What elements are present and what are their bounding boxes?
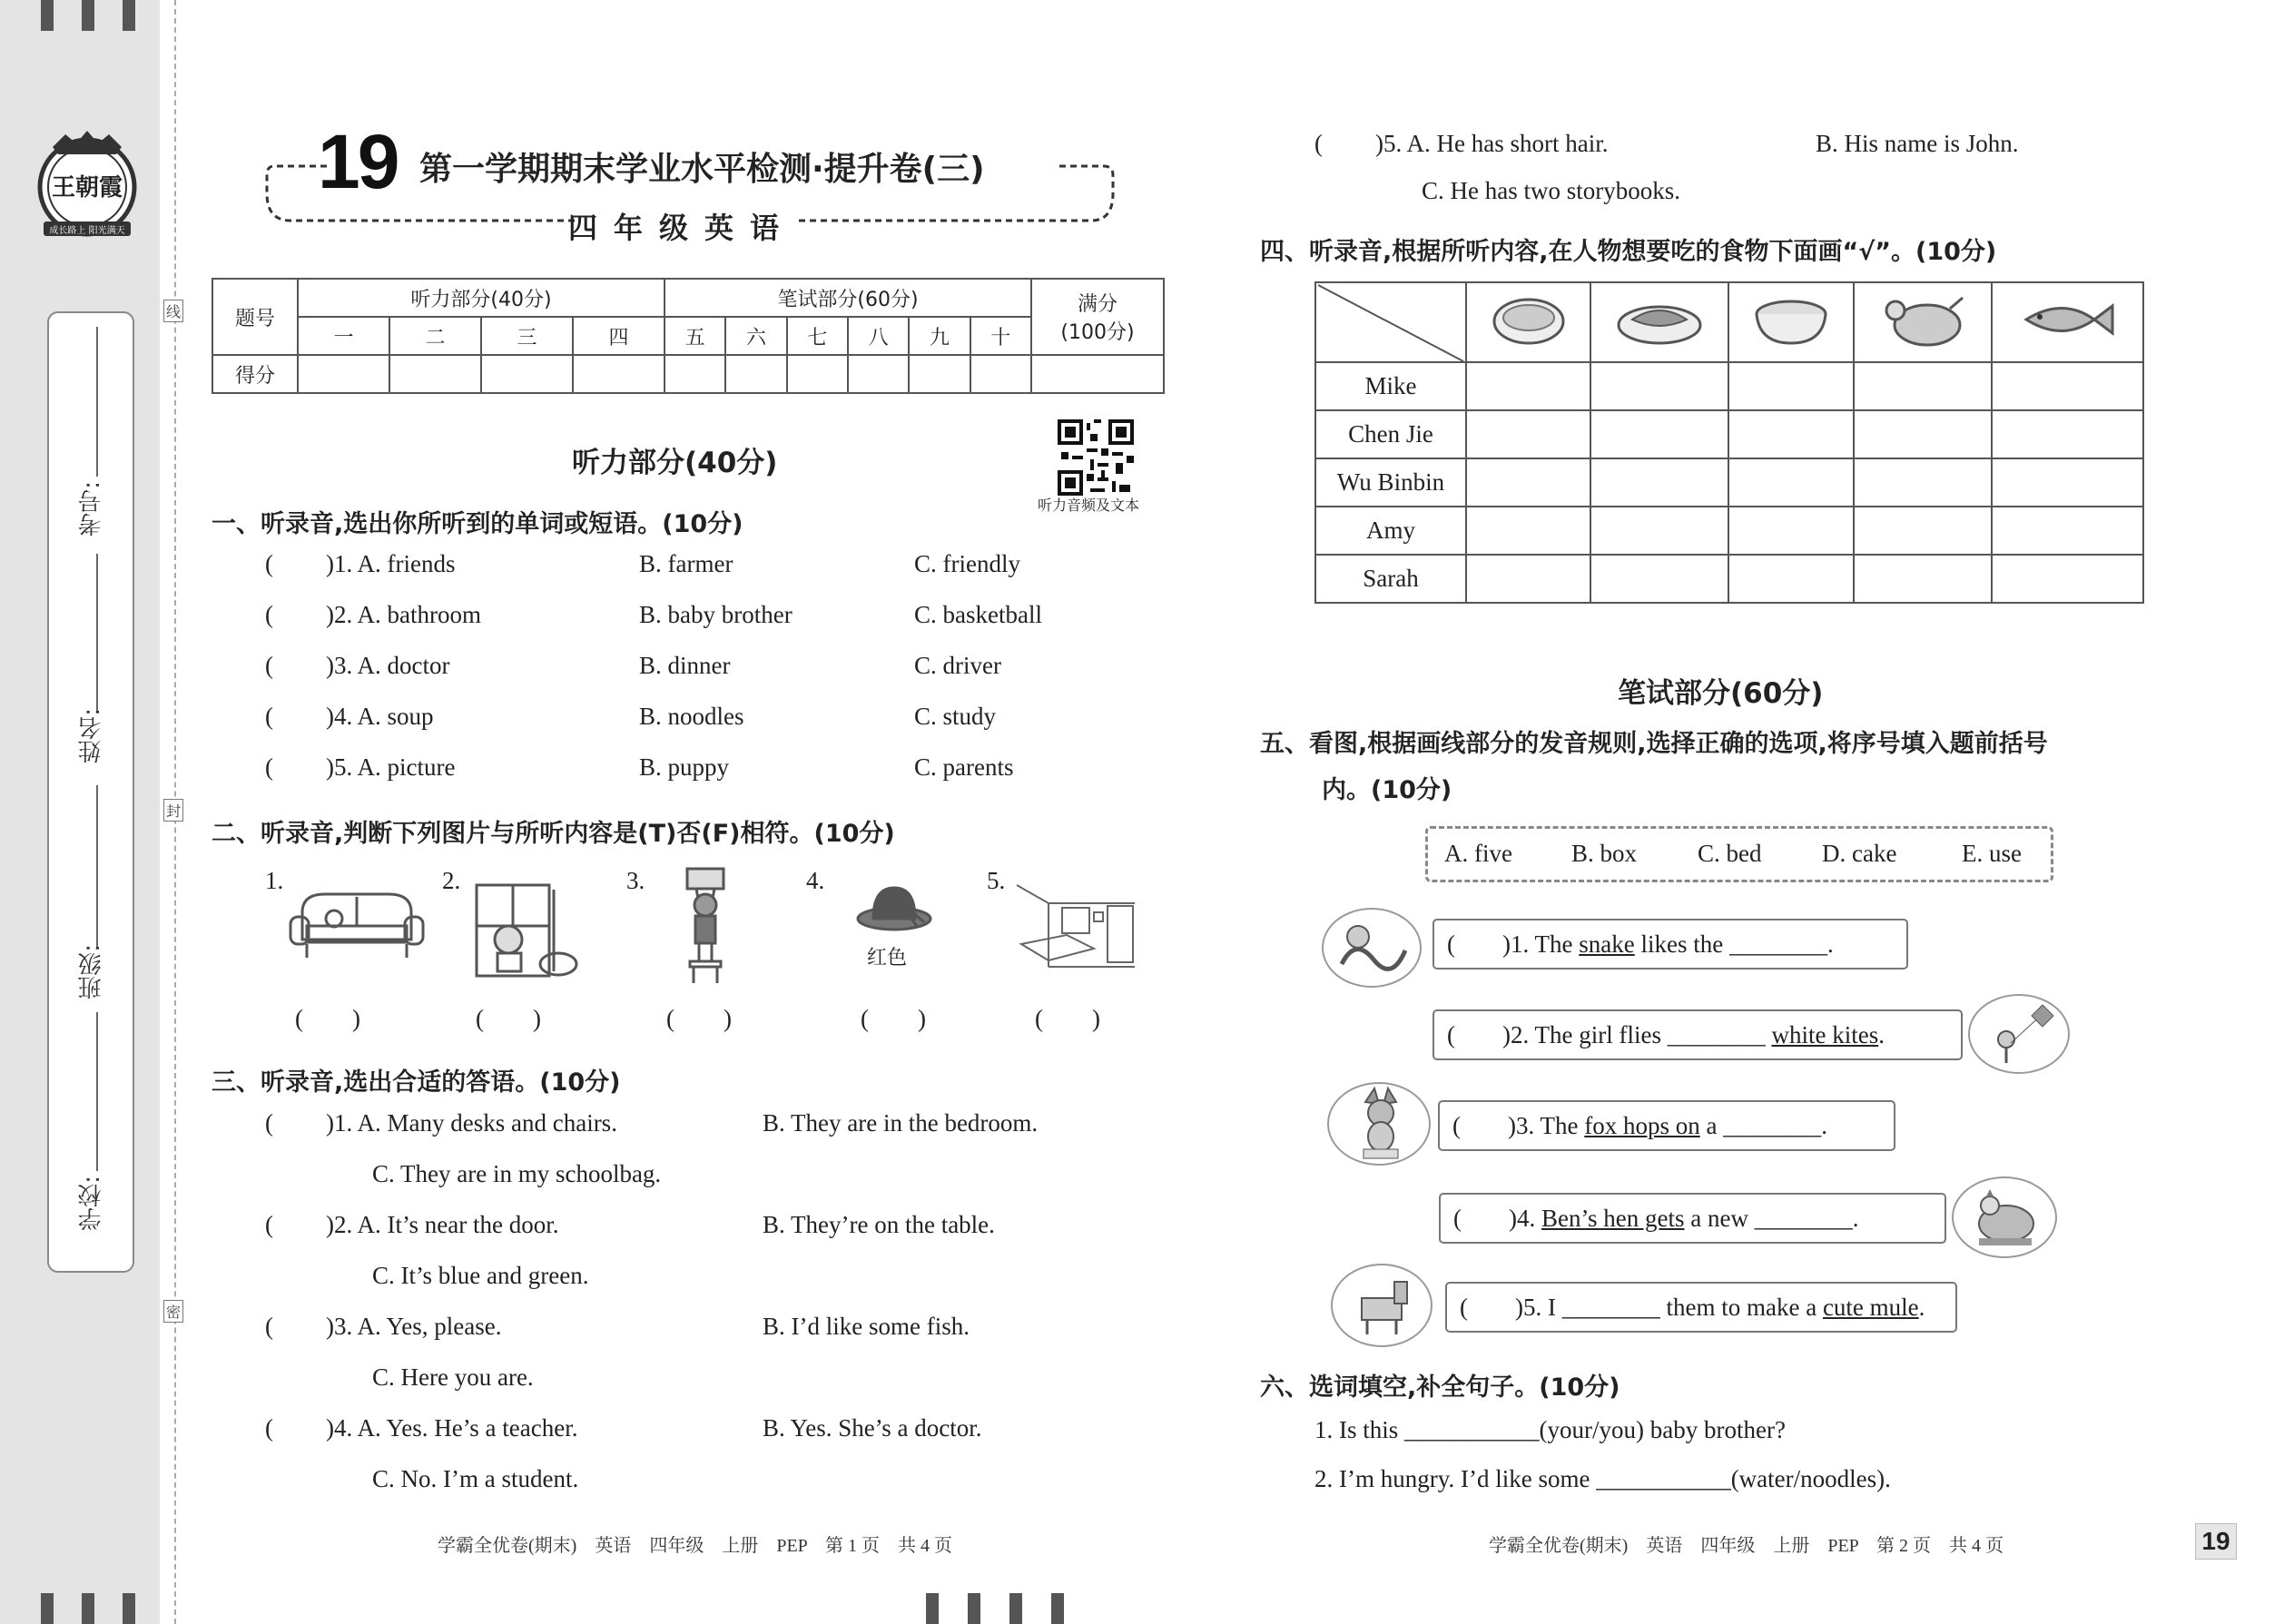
footer-left: 学霸全优卷(期末) 英语 四年级 上册 PEP 第 1 页 共 4 页 bbox=[438, 1536, 953, 1556]
writing-header: 笔试部分(60分) bbox=[665, 279, 1031, 317]
option-b: B. noodles bbox=[639, 703, 744, 730]
person-name: Mike bbox=[1315, 362, 1466, 410]
picture-number: 4. bbox=[806, 867, 825, 894]
registration-bar bbox=[123, 0, 135, 31]
qr-caption: 听力音频及文本 bbox=[1038, 497, 1140, 514]
option: B. box bbox=[1571, 840, 1638, 867]
underlined-word: fox hops on bbox=[1584, 1112, 1700, 1139]
tf-blank[interactable]: ( ) bbox=[1035, 1005, 1100, 1032]
tick-cell[interactable] bbox=[1854, 507, 1992, 555]
page-subtitle: 四年级英语 bbox=[568, 211, 796, 245]
sentence-box: ( )1. The snake likes the ________. bbox=[1433, 919, 1908, 969]
score-cell[interactable] bbox=[848, 355, 909, 393]
col-header: 五 bbox=[665, 317, 725, 355]
listening-heading: 听力部分(40分) bbox=[572, 447, 778, 479]
sentence-box: ( )3. The fox hops on a ________. bbox=[1438, 1100, 1895, 1151]
tick-cell[interactable] bbox=[1728, 507, 1853, 555]
option-b: B. farmer bbox=[639, 550, 733, 577]
list-item: ( )1. A. Many desks and chairs. bbox=[265, 1109, 617, 1137]
list-item: ( )2. A. It’s near the door. bbox=[265, 1211, 559, 1238]
list-item: ( )1. A. friends bbox=[265, 550, 456, 577]
section-1-title: 一、听录音,选出你所听到的单词或短语。(10分) bbox=[212, 510, 743, 538]
picture-number: 2. bbox=[442, 867, 461, 894]
tick-cell[interactable] bbox=[1992, 555, 2143, 603]
section-5-title: 五、看图,根据画线部分的发音规则,选择正确的选项,将序号填入题前括号 bbox=[1260, 730, 2048, 758]
option-c: C. study bbox=[914, 703, 997, 730]
full-score: 满分 (100分) bbox=[1031, 279, 1164, 355]
sentence-box: ( )5. I ________ them to make a cute mule. bbox=[1445, 1282, 1957, 1333]
option-c: C. He has two storybooks. bbox=[1422, 177, 1680, 204]
list-item: ( )5. A. He has short hair. bbox=[1314, 130, 1609, 157]
logo-slogan: 成长路上 阳光满天 bbox=[49, 226, 125, 236]
col-header: 九 bbox=[909, 317, 970, 355]
option-b: B. They are in the bedroom. bbox=[763, 1109, 1039, 1137]
options-box bbox=[1425, 826, 2053, 882]
section-6-title: 六、选词填空,补全句子。(10分) bbox=[1260, 1373, 1620, 1402]
registration-bar bbox=[968, 1593, 980, 1624]
section-4-title: 四、听录音,根据所听内容,在人物想要吃的食物下面画“√”。(10分) bbox=[1260, 238, 1997, 266]
option-b: B. His name is John. bbox=[1816, 130, 2019, 157]
diagonal-corner-cell bbox=[1315, 282, 1466, 362]
footer-right: 学霸全优卷(期末) 英语 四年级 上册 PEP 第 2 页 共 4 页 bbox=[1489, 1536, 2004, 1556]
option-c: C. basketball bbox=[914, 601, 1042, 628]
tick-cell[interactable] bbox=[1590, 507, 1728, 555]
tf-blank[interactable]: ( ) bbox=[666, 1005, 732, 1032]
score-table-row-label: 题号 bbox=[212, 279, 298, 355]
option-c: C. friendly bbox=[914, 550, 1020, 577]
tf-blank[interactable]: ( ) bbox=[861, 1005, 926, 1032]
sentence-box: ( )2. The girl flies ________ white kites. bbox=[1433, 1009, 1963, 1060]
tick-cell[interactable] bbox=[1590, 458, 1728, 507]
listening-header: 听力部分(40分) bbox=[298, 279, 665, 317]
fill-blank[interactable]: ________ bbox=[1728, 930, 1827, 958]
soup-bowl-icon bbox=[1728, 282, 1853, 362]
fill-blank[interactable]: ________ bbox=[1723, 1112, 1822, 1139]
col-header: 七 bbox=[787, 317, 848, 355]
tick-cell[interactable] bbox=[1728, 362, 1853, 410]
option: A. five bbox=[1444, 840, 1512, 867]
cut-mark: 封 bbox=[163, 799, 183, 822]
girl-kite-picture bbox=[1968, 994, 2070, 1074]
score-cell[interactable] bbox=[970, 355, 1031, 393]
option-c: C. No. I’m a student. bbox=[372, 1465, 579, 1492]
list-item: 1. Is this ___________(your/you) baby brother? bbox=[1314, 1416, 1786, 1443]
registration-bar bbox=[41, 1593, 54, 1624]
score-cell[interactable] bbox=[787, 355, 848, 393]
hen-picture bbox=[1952, 1176, 2057, 1258]
exam-no-label: 考号: bbox=[78, 481, 105, 536]
tick-cell[interactable] bbox=[1466, 507, 1590, 555]
col-header: 八 bbox=[848, 317, 909, 355]
tick-cell[interactable] bbox=[1590, 410, 1728, 458]
option: E. use bbox=[1962, 840, 2022, 867]
picture-number: 3. bbox=[626, 867, 645, 894]
underlined-word: cute mule bbox=[1822, 1294, 1919, 1321]
score-cell[interactable] bbox=[298, 355, 389, 393]
option: C. bed bbox=[1698, 840, 1762, 867]
chicken-icon bbox=[1854, 282, 1992, 362]
registration-bar bbox=[123, 1593, 135, 1624]
option: D. cake bbox=[1822, 840, 1897, 867]
list-item: ( )3. A. doctor bbox=[265, 652, 450, 679]
fill-blank[interactable]: ___________ bbox=[1404, 1416, 1540, 1443]
tick-cell[interactable] bbox=[1466, 362, 1590, 410]
fill-blank[interactable]: ________ bbox=[1561, 1294, 1660, 1321]
tick-cell[interactable] bbox=[1854, 410, 1992, 458]
option-b: B. baby brother bbox=[639, 601, 793, 628]
tick-cell[interactable] bbox=[1992, 410, 2143, 458]
sentence-box: ( )4. Ben’s hen gets a new ________. bbox=[1439, 1193, 1946, 1244]
tick-cell[interactable] bbox=[1590, 362, 1728, 410]
registration-bar bbox=[926, 1593, 939, 1624]
section-5-title-cont: 内。(10分) bbox=[1322, 776, 1452, 804]
option-b: B. Yes. She’s a doctor. bbox=[763, 1414, 982, 1442]
tick-cell[interactable] bbox=[1590, 555, 1728, 603]
score-table bbox=[212, 278, 1165, 394]
class-line[interactable] bbox=[96, 785, 98, 949]
food-choice-table bbox=[1314, 281, 2144, 604]
col-header: 三 bbox=[481, 317, 573, 355]
option-c: C. Here you are. bbox=[372, 1363, 534, 1391]
col-header: 二 bbox=[389, 317, 481, 355]
tick-cell[interactable] bbox=[1728, 555, 1853, 603]
cut-mark: 密 bbox=[163, 1300, 183, 1323]
score-cell[interactable] bbox=[665, 355, 725, 393]
score-cell[interactable] bbox=[389, 355, 481, 393]
test-number: 19 bbox=[318, 119, 398, 204]
list-item: ( )3. A. Yes, please. bbox=[265, 1313, 502, 1340]
list-item: ( )5. A. picture bbox=[265, 753, 456, 781]
qr-code-icon[interactable] bbox=[1058, 419, 1134, 496]
section-2-title: 二、听录音,判断下列图片与所听内容是(T)否(F)相符。(10分) bbox=[212, 820, 895, 848]
student-info-fields bbox=[73, 327, 109, 1253]
person-name: Chen Jie bbox=[1315, 410, 1466, 458]
score-cell[interactable] bbox=[573, 355, 665, 393]
tick-cell[interactable] bbox=[1992, 507, 2143, 555]
name-line[interactable] bbox=[96, 554, 98, 713]
col-header: 六 bbox=[725, 317, 786, 355]
option-b: B. dinner bbox=[639, 652, 731, 679]
fox-picture bbox=[1327, 1082, 1431, 1166]
exam-no-line[interactable] bbox=[96, 327, 98, 477]
picture-number: 1. bbox=[265, 867, 284, 894]
picture-number: 5. bbox=[987, 867, 1006, 894]
score-cell[interactable] bbox=[909, 355, 970, 393]
tf-blank[interactable]: ( ) bbox=[476, 1005, 541, 1032]
col-header: 一 bbox=[298, 317, 389, 355]
registration-bar bbox=[1051, 1593, 1064, 1624]
list-item: ( )2. A. bathroom bbox=[265, 601, 481, 628]
name-label: 姓名: bbox=[78, 708, 105, 763]
registration-bar bbox=[1009, 1593, 1022, 1624]
cut-mark: 线 bbox=[163, 300, 183, 322]
tick-cell[interactable] bbox=[1854, 458, 1992, 507]
tick-cell[interactable] bbox=[1466, 410, 1590, 458]
brand-logo bbox=[34, 127, 140, 245]
school-line[interactable] bbox=[96, 1012, 98, 1171]
col-header: 十 bbox=[970, 317, 1031, 355]
page-title: 第一学期期末学业水平检测·提升卷(三) bbox=[419, 151, 985, 188]
fish-plate-icon bbox=[1590, 282, 1728, 362]
registration-bar bbox=[82, 0, 94, 31]
child-reaching-picture bbox=[674, 867, 737, 989]
registration-bar bbox=[82, 1593, 94, 1624]
page-number: 19 bbox=[2195, 1523, 2237, 1560]
person-name: Wu Binbin bbox=[1315, 458, 1466, 507]
tick-cell[interactable] bbox=[1466, 555, 1590, 603]
tick-cell[interactable] bbox=[1854, 555, 1992, 603]
score-cell[interactable] bbox=[1031, 355, 1164, 393]
boy-window-picture bbox=[472, 881, 581, 985]
score-cell[interactable] bbox=[725, 355, 786, 393]
option-c: C. They are in my schoolbag. bbox=[372, 1160, 662, 1187]
snake-picture bbox=[1322, 908, 1422, 988]
option-c: C. It’s blue and green. bbox=[372, 1262, 589, 1289]
score-label: 得分 bbox=[212, 355, 298, 393]
sofa-picture bbox=[289, 890, 425, 967]
fill-blank[interactable]: ________ bbox=[1667, 1021, 1766, 1048]
logo-brand-text: 王朝霞 bbox=[51, 174, 123, 202]
tf-blank[interactable]: ( ) bbox=[295, 1005, 360, 1032]
tick-cell[interactable] bbox=[1992, 458, 2143, 507]
col-header: 四 bbox=[573, 317, 665, 355]
mule-picture bbox=[1331, 1264, 1433, 1347]
underlined-word: snake bbox=[1579, 930, 1635, 958]
list-item: ( )4. A. soup bbox=[265, 703, 434, 730]
tick-cell[interactable] bbox=[1466, 458, 1590, 507]
underlined-word: Ben’s hen gets bbox=[1541, 1205, 1685, 1232]
bedroom-picture bbox=[1012, 881, 1139, 976]
hat-picture bbox=[853, 881, 935, 940]
option-c: C. parents bbox=[914, 753, 1014, 781]
writing-heading: 笔试部分(60分) bbox=[1618, 677, 1824, 710]
list-item: ( )4. A. Yes. He’s a teacher. bbox=[265, 1414, 578, 1442]
person-name: Amy bbox=[1315, 507, 1466, 555]
hat-color-label: 红色 bbox=[867, 947, 908, 969]
rice-icon bbox=[1466, 282, 1590, 362]
registration-bar bbox=[41, 0, 54, 31]
person-name: Sarah bbox=[1315, 555, 1466, 603]
option-b: B. puppy bbox=[639, 753, 730, 781]
option-b: B. They’re on the table. bbox=[763, 1211, 995, 1238]
fill-blank[interactable]: ________ bbox=[1754, 1205, 1853, 1232]
fish-icon bbox=[1992, 282, 2143, 362]
tick-cell[interactable] bbox=[1992, 362, 2143, 410]
school-label: 学校: bbox=[78, 1176, 105, 1231]
section-3-title: 三、听录音,选出合适的答语。(10分) bbox=[212, 1068, 621, 1097]
option-b: B. I’d like some fish. bbox=[763, 1313, 970, 1340]
tick-cell[interactable] bbox=[1854, 362, 1992, 410]
class-label: 班级: bbox=[78, 944, 105, 999]
tick-cell[interactable] bbox=[1728, 410, 1853, 458]
score-cell[interactable] bbox=[481, 355, 573, 393]
list-item: 2. I’m hungry. I’d like some ___________(water/noodles). bbox=[1314, 1465, 1891, 1492]
underlined-word: white kites bbox=[1771, 1021, 1879, 1048]
fill-blank[interactable]: ___________ bbox=[1596, 1465, 1731, 1492]
tick-cell[interactable] bbox=[1728, 458, 1853, 507]
option-c: C. driver bbox=[914, 652, 1001, 679]
